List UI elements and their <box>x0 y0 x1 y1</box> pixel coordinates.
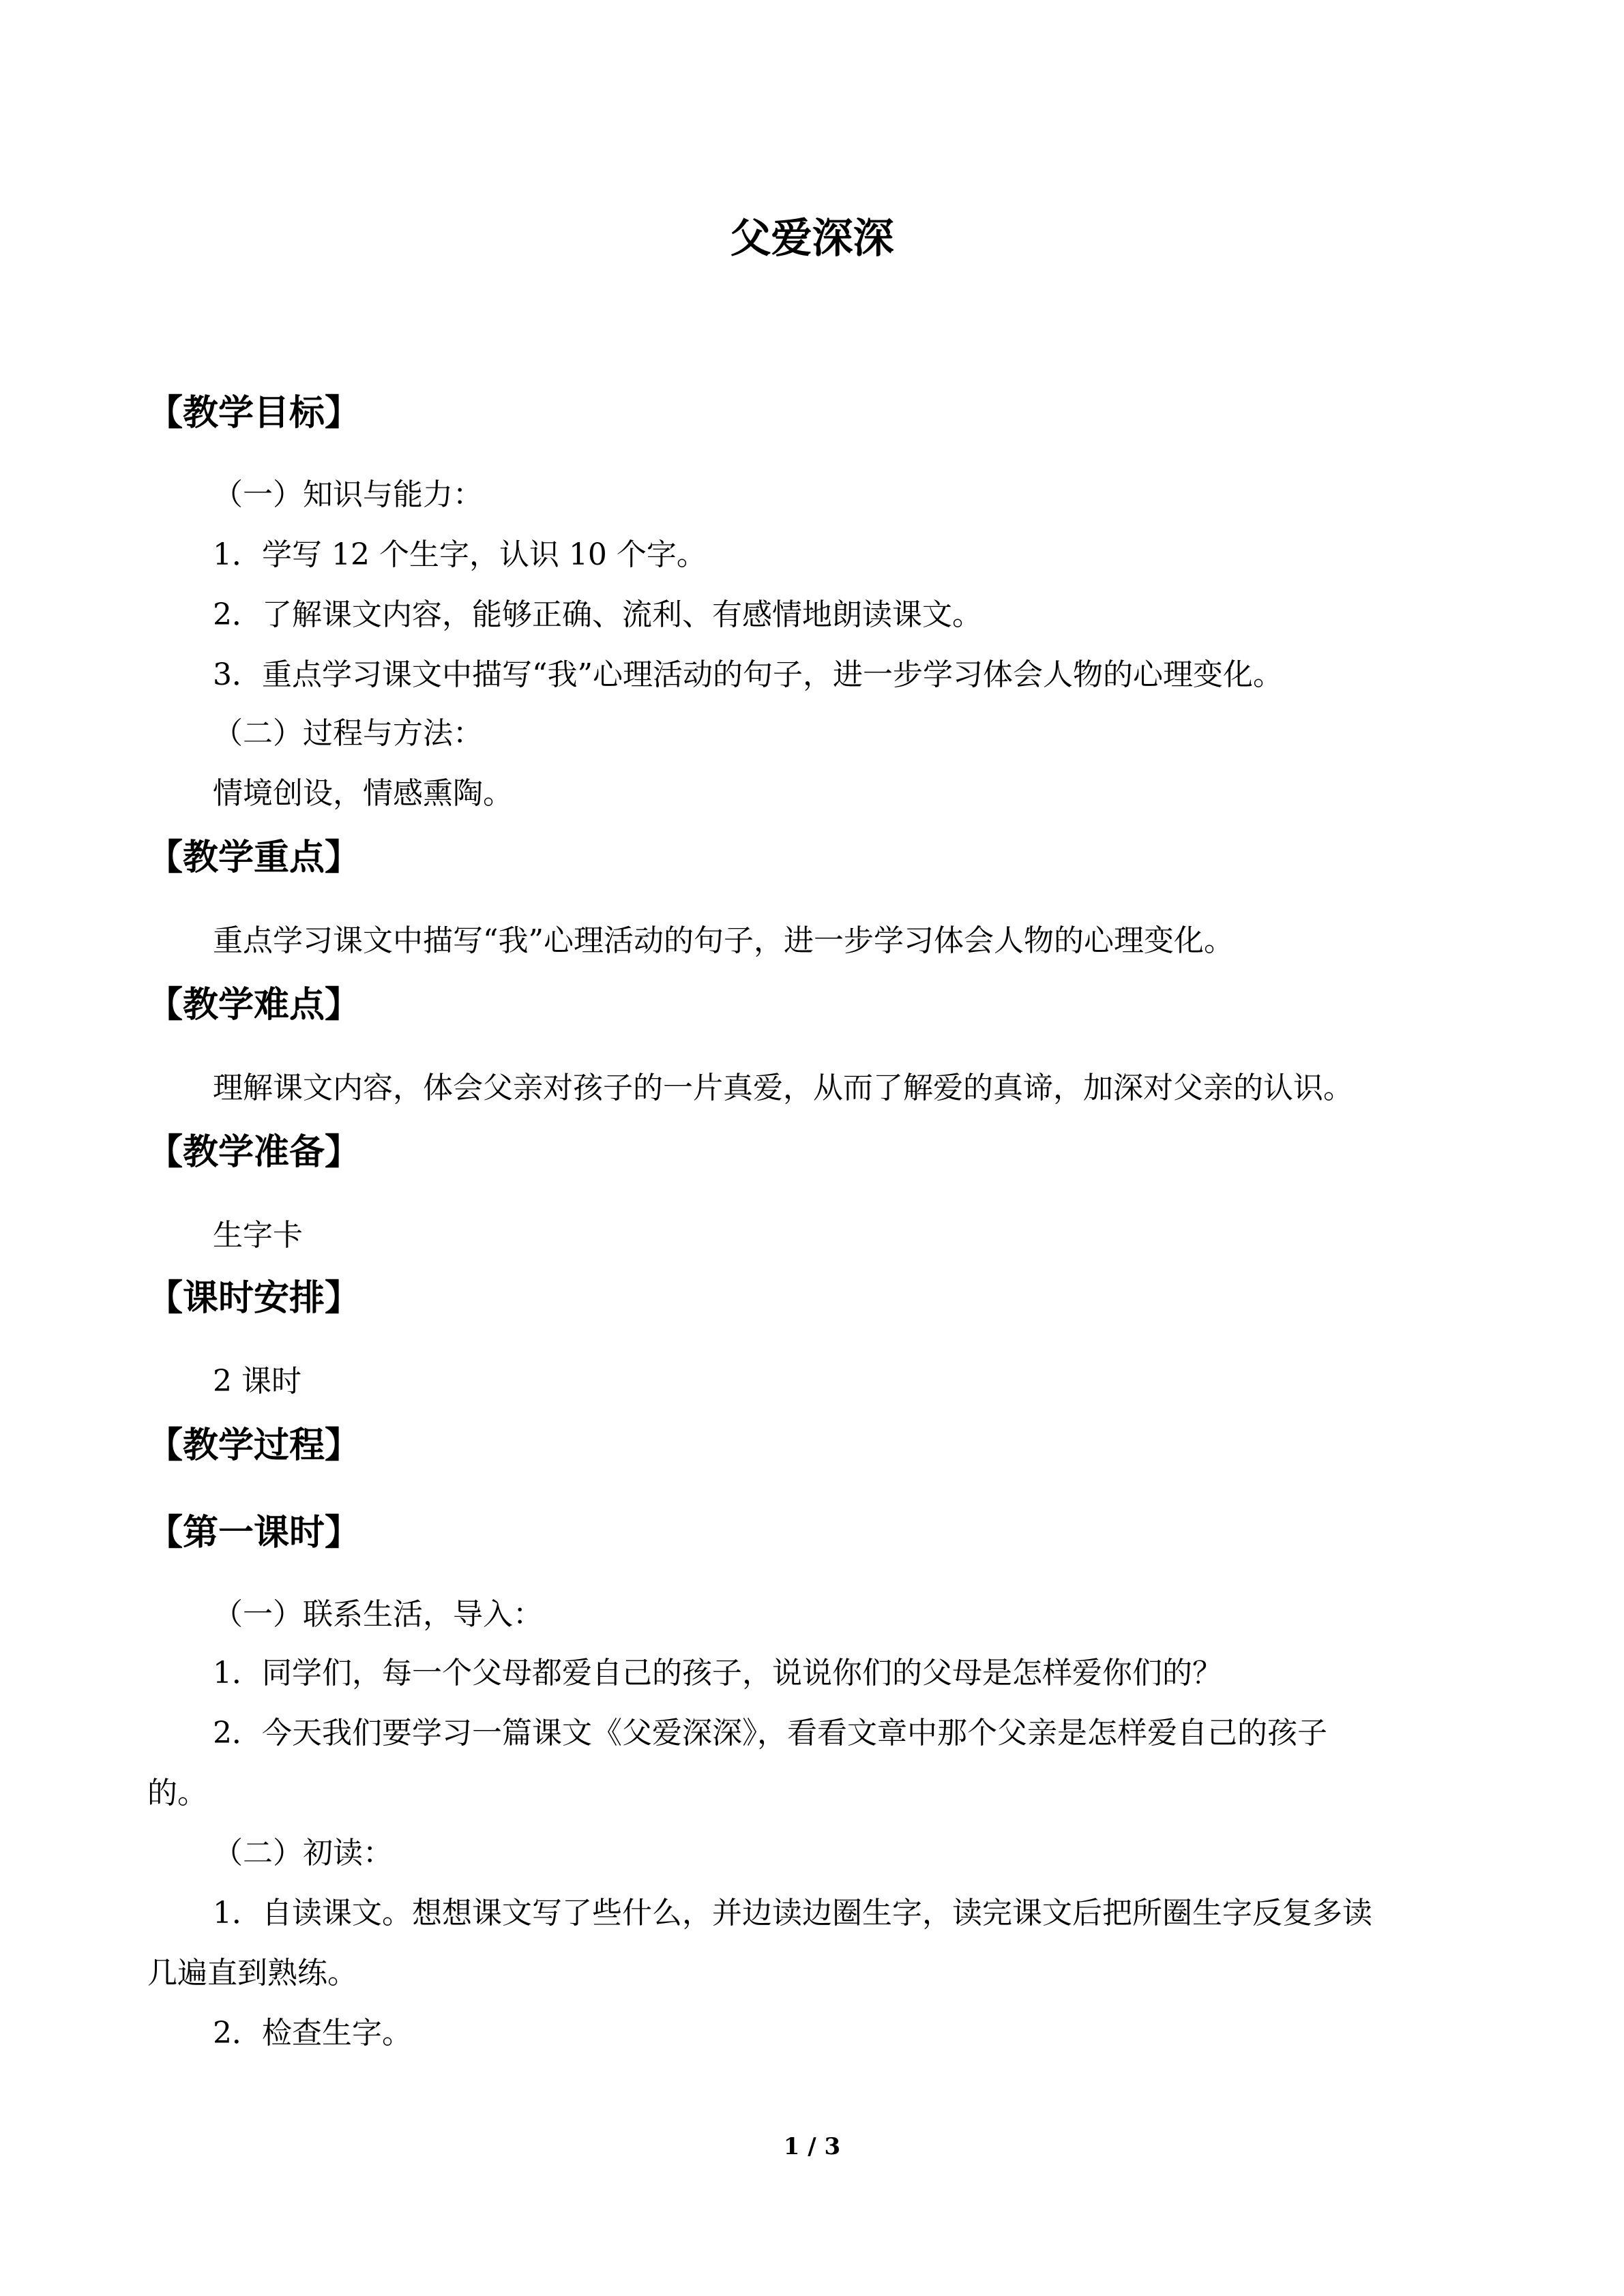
objectives-subheading-knowledge: （一）知识与能力： <box>213 477 483 512</box>
lesson-one-line-2-cont: 的。 <box>147 1776 207 1810</box>
schedule-text: 2 课时 <box>213 1364 301 1399</box>
heading-difficulties: 【教学难点】 <box>147 984 361 1026</box>
objectives-subheading-process: （二）过程与方法： <box>213 716 483 751</box>
lesson-one-line-3-cont: 几遍直到熟练。 <box>147 1956 357 1991</box>
lesson-one-line-4: 2．检查生字。 <box>213 2016 412 2051</box>
objectives-line-3: 3．重点学习课文中描写“我”心理活动的句子，进一步学习体会人物的心理变化。 <box>213 657 1283 692</box>
lesson-one-line-2: 2．今天我们要学习一篇课文《父爱深深》，看看文章中那个父亲是怎样爱自己的孩子 <box>213 1716 1327 1750</box>
lesson-one-line-3: 1．自读课文。想想课文写了些什么，并边读边圈生字，读完课文后把所圈生字反复多读 <box>213 1896 1372 1930</box>
lesson-one-subheading-intro: （一）联系生活，导入： <box>213 1597 543 1632</box>
lesson-one-line-1: 1．同学们，每一个父母都爱自己的孩子，说说你们的父母是怎样爱你们的？ <box>213 1656 1222 1690</box>
document-title: 父爱深深 <box>730 215 894 263</box>
heading-key-points: 【教学重点】 <box>147 837 361 878</box>
difficulties-text: 理解课文内容，体会父亲对孩子的一片真爱，从而了解爱的真谛，加深对父亲的认识。 <box>213 1071 1353 1105</box>
heading-lesson-one: 【第一课时】 <box>147 1512 361 1553</box>
heading-process: 【教学过程】 <box>147 1425 361 1466</box>
objectives-line-1: 1．学写 12 个生字，认识 10 个字。 <box>213 537 707 572</box>
page-number: 1 / 3 <box>783 2133 841 2160</box>
objectives-line-method: 情境创设，情感熏陶。 <box>213 776 513 811</box>
preparation-text: 生字卡 <box>213 1218 303 1253</box>
objectives-line-2: 2．了解课文内容，能够正确、流利、有感情地朗读课文。 <box>213 597 982 632</box>
key-points-text: 重点学习课文中描写“我”心理活动的句子，进一步学习体会人物的心理变化。 <box>213 923 1234 958</box>
heading-objectives: 【教学目标】 <box>147 392 361 434</box>
lesson-one-subheading-reading: （二）初读： <box>213 1836 393 1870</box>
heading-preparation: 【教学准备】 <box>147 1131 361 1173</box>
heading-schedule: 【课时安排】 <box>147 1277 361 1319</box>
